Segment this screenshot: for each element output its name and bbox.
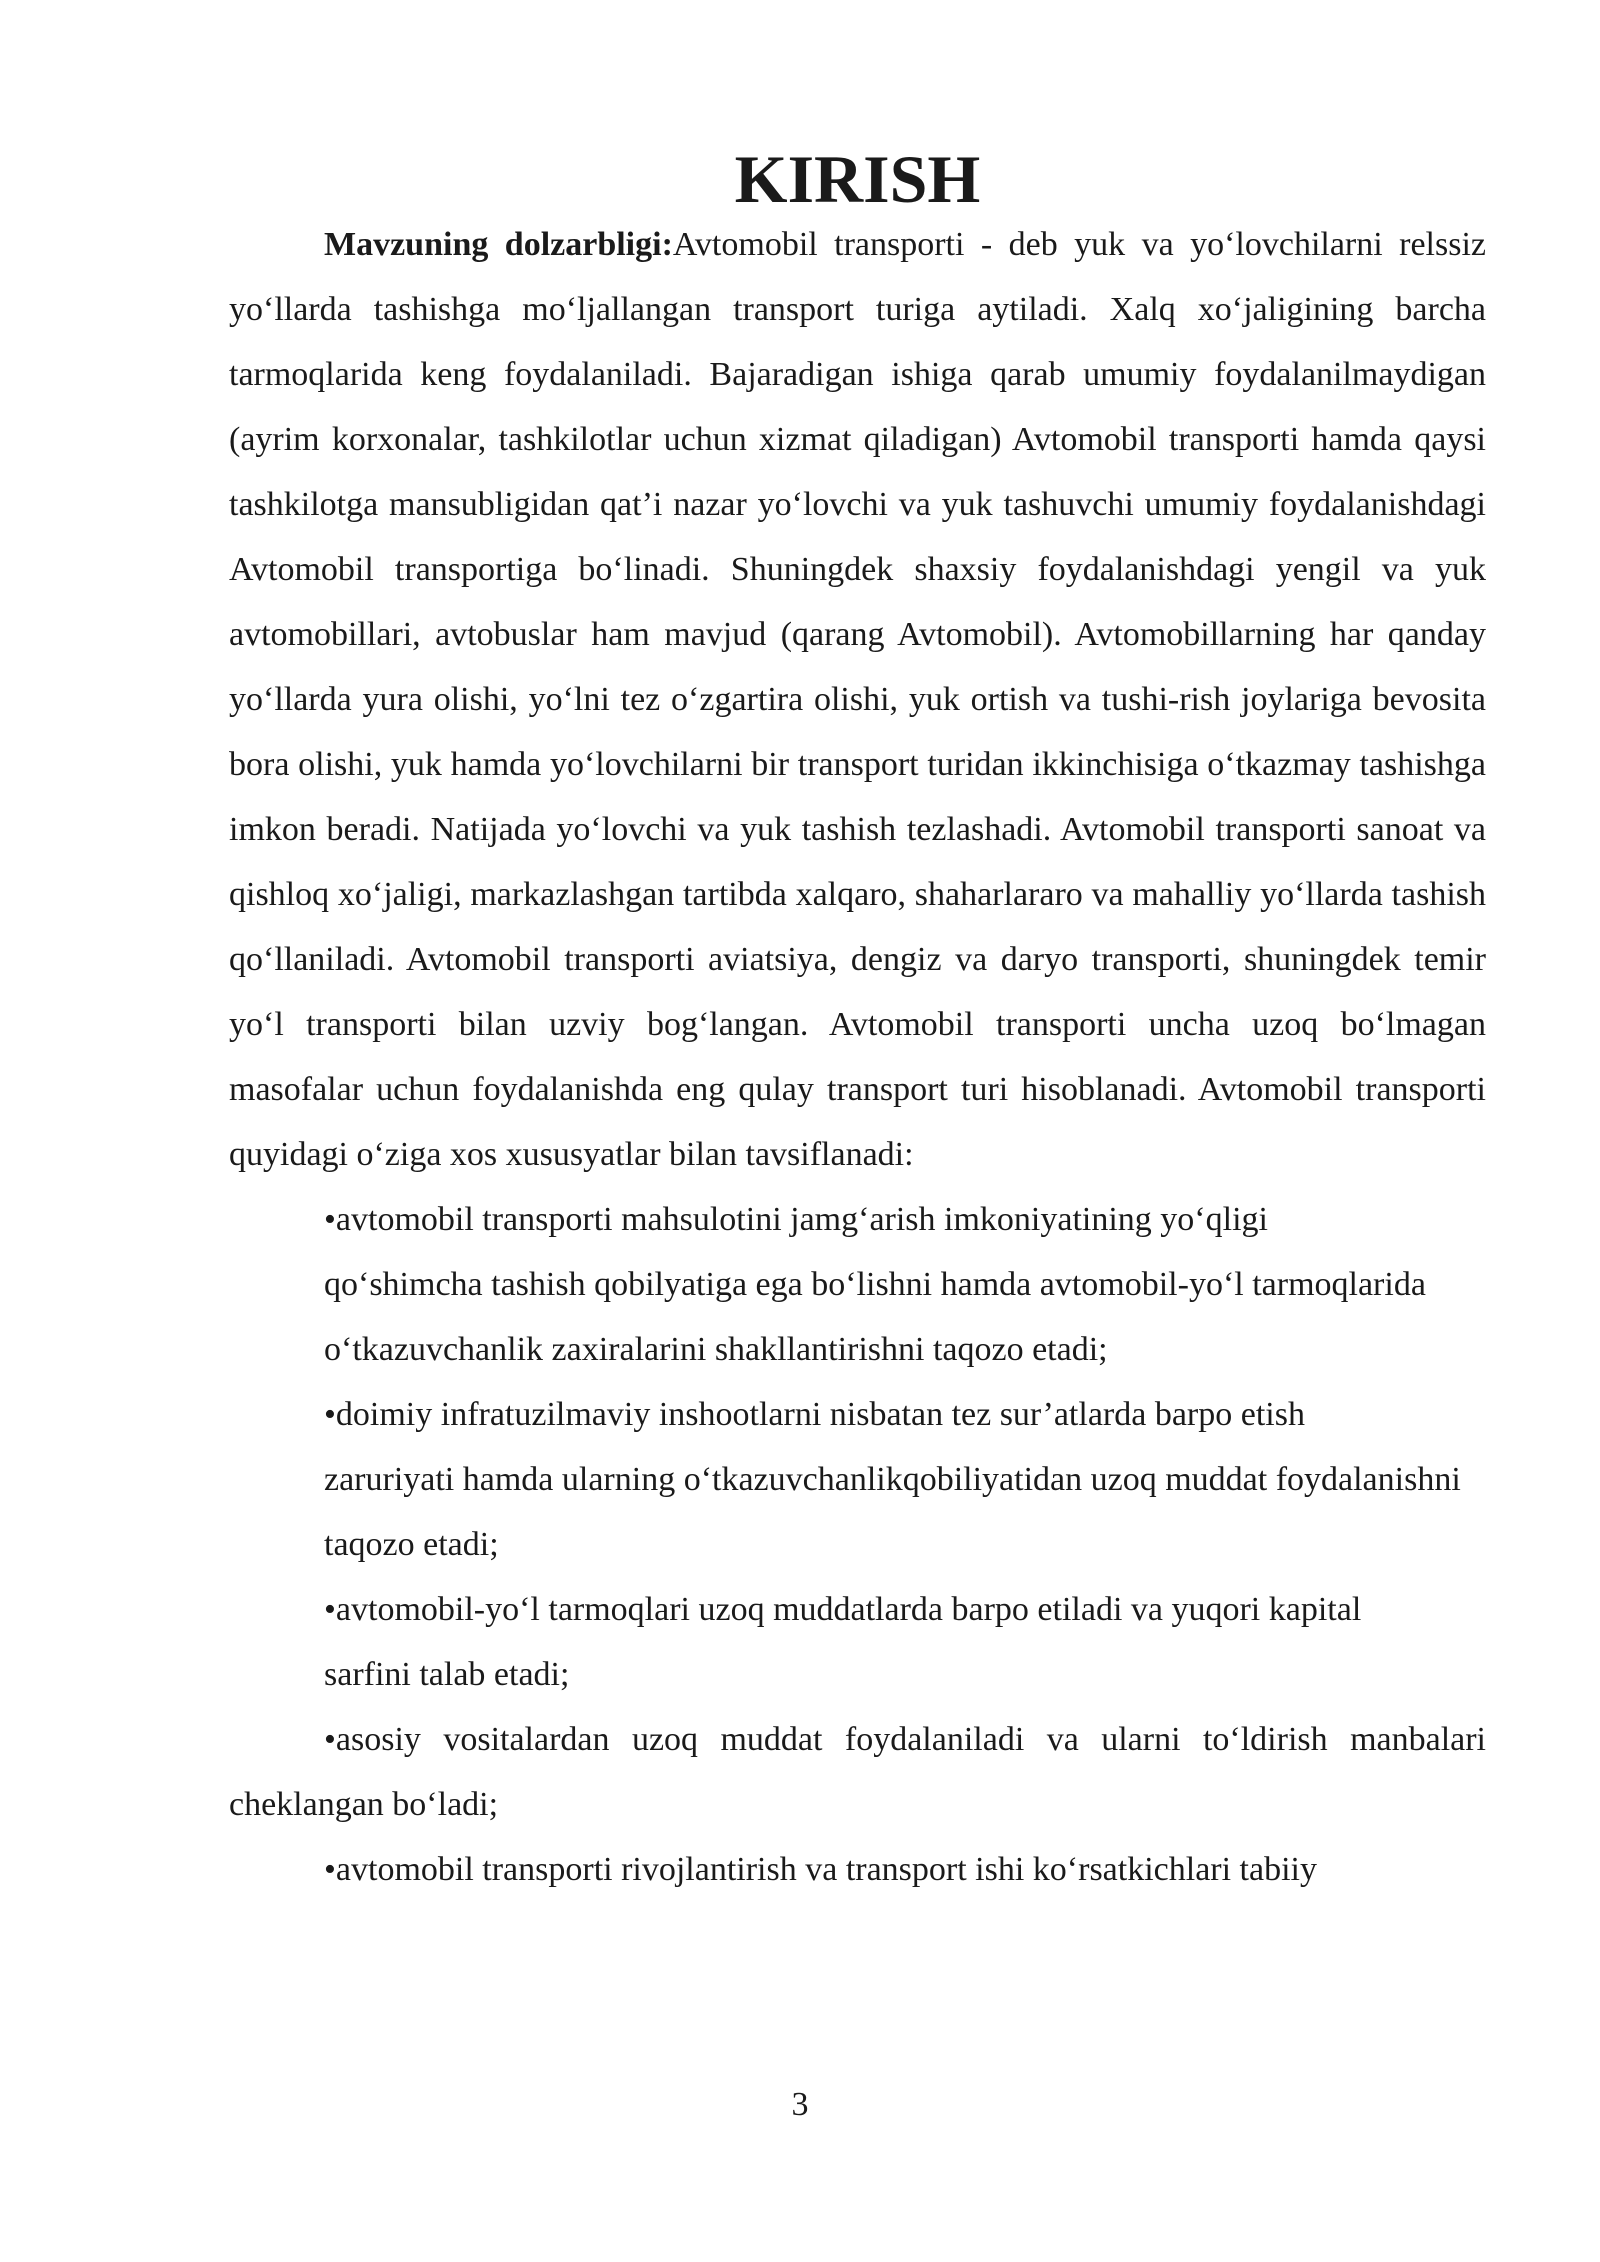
bullet-line-1: •avtomobil transporti mahsulotini jamg‘arish imkoniyatining yo‘qligi [324,1201,1268,1238]
bullet-continuation-4: taqozo etadi; [324,1526,499,1563]
bullet-continuation-3: zaruriyati hamda ularning o‘tkazuvchanlikqobiliyatidan uzoq muddat foydalanishni [324,1461,1461,1498]
intro-paragraph [229,212,1486,1187]
bullet-line-5: •avtomobil transporti rivojlantirish va transport ishi ko‘rsatkichlari tabiiy [324,1851,1317,1888]
bullet-continuation-1: qo‘shimcha tashish qobilyatiga ega bo‘lishni hamda avtomobil-yo‘l tarmoqlarida [324,1266,1426,1303]
bullet-continuation-5: sarfini talab etadi; [324,1656,570,1693]
intro-lead: Mavzuning dolzarbligi: [324,226,673,263]
bullet-line-4: •asosiy vositalardan uzoq muddat foydalaniladi va ularni to‘ldirish manbalari cheklangan bo‘ladi; [229,1721,1486,1823]
section-heading: KIRISH [734,141,981,217]
intro-text: Avtomobil transporti - deb yuk va yo‘lovchilarni relssiz yo‘llarda tashishga mo‘ljallangan transport turiga aytiladi. Xalq xo‘jaligining barcha tarmoqlarida keng foydalaniladi. Bajaradigan ishiga qarab umumiy foydalanilmaydigan (ayrim korxonalar, tashkilotlar uchun xizmat qiladigan) Avtomobil transporti hamda qaysi tashkilotga mansubligidan qat’i nazar yo‘lovchi va yuk tashuvchi umumiy foydalanishdagi Avtomobil transportiga bo‘linadi. Shuningdek shaxsiy foydalanishdagi yengil va yuk avtomobillari, avtobuslar ham mavjud (qarang Avtomobil). Avtomobillarning har qanday yo‘llarda yura olishi, yo‘lni tez o‘zgartira olishi, yuk ortish va tushi-rish joylariga bevosita bora olishi, yuk hamda yo‘lovchilarni bir transport turidan ikkinchisiga o‘tkazmay tashishga imkon beradi. Natijada yo‘lovchi va yuk tashish tezlashadi. Avtomobil transporti sanoat va qishloq xo‘jaligi, markazlashgan tartibda xalqaro, shaharlararo va mahalliy yo‘llarda tashish qo‘llaniladi. Avtomobil transporti aviatsiya, dengiz va daryo transporti, shuningdek temir yo‘l transporti bilan uzviy bog‘langan. Avtomobil transporti uncha uzoq bo‘lmagan masofalar uchun foydalanishda eng qulay transport turi hisoblanadi. Avtomobil transporti quyidagi o‘ziga xos xususyatlar bilan tavsiflanadi: [229,226,1486,1173]
page-number: 3 [791,2086,809,2123]
page-content [229,141,1486,1902]
bullet-continuation-2: o‘tkazuvchanlik zaxiralarini shakllantirishni taqozo etadi; [324,1331,1108,1368]
bullet-line-3: •avtomobil-yo‘l tarmoqlari uzoq muddatlarda barpo etiladi va yuqori kapital [324,1591,1362,1628]
bullet-line-2: •doimiy infratuzilmaviy inshootlarni nisbatan tez sur’atlarda barpo etish [324,1396,1305,1433]
